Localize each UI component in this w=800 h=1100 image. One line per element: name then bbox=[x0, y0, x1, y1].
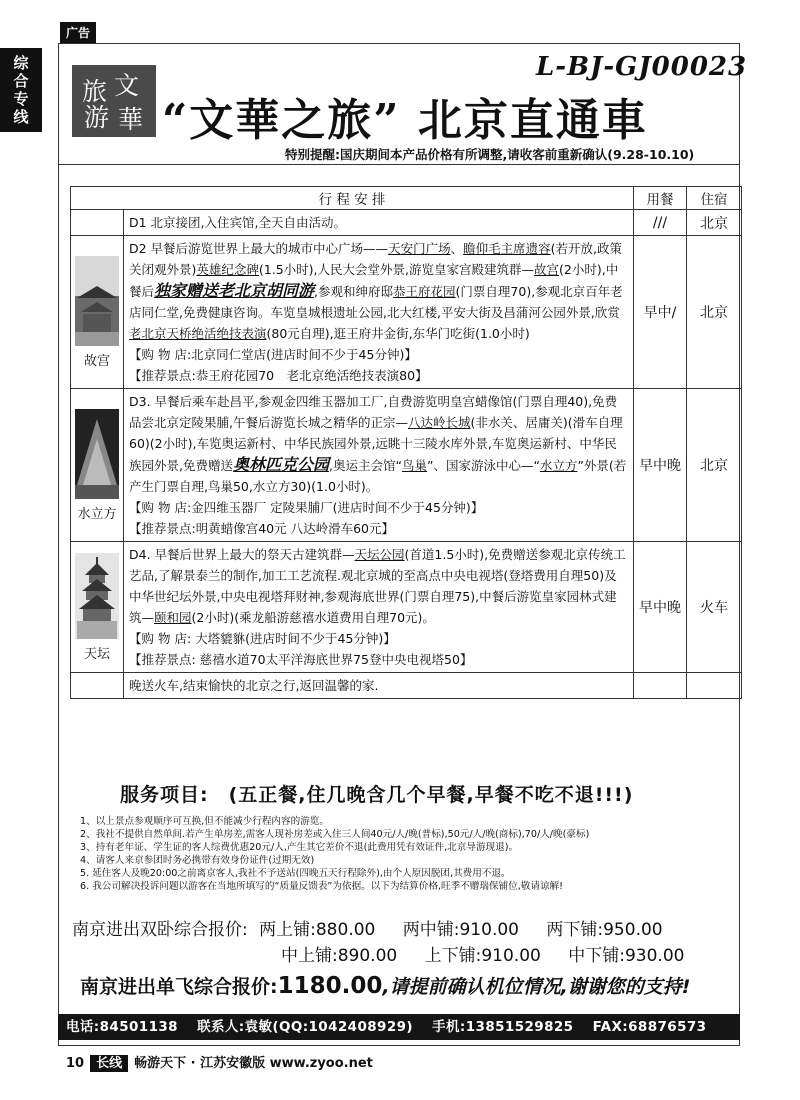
note-item: 5. 延住客人及晚20:00之前离京客人,我社不予送站(四晚五天行程除外),由个人原因脱团,其费用不退。 bbox=[80, 868, 511, 879]
logo-char: 旅 bbox=[82, 77, 108, 106]
day4-photo-caption: 天坛 bbox=[83, 646, 110, 662]
day2-text-part: (1.5小时),人民大会堂外景,游览皇家宫殿建筑群— bbox=[258, 262, 534, 277]
day2-attraction: 老北京天桥绝活绝技表演 bbox=[129, 326, 267, 341]
day3-attraction: 八达岭长城 bbox=[407, 415, 471, 430]
day3-text-part: ,奥运主会馆“ bbox=[329, 458, 402, 473]
day4-attraction: 颐和园 bbox=[154, 610, 192, 625]
day2-text-part: (2小时),中餐后 bbox=[129, 262, 619, 299]
meals-header: 用餐 bbox=[634, 187, 687, 210]
day2-text bbox=[124, 236, 634, 389]
route-code: L-BJ-GJ00023 bbox=[536, 52, 748, 82]
day4-photo bbox=[71, 542, 124, 673]
day2-text-part: (80元自理),逛王府井金街,东华门吃街(1.0小时) bbox=[266, 326, 530, 341]
page-title: “文華之旅” 北京直通車 bbox=[162, 95, 648, 146]
mobile-label: 手机: bbox=[432, 1019, 466, 1035]
mobile-number: 13851529825 bbox=[465, 1019, 574, 1035]
service-items: 服务项目: (五正餐,住几晚含几个早餐,早餐不吃不退!!!) bbox=[120, 784, 634, 806]
day3-meals: 早中晚 bbox=[634, 389, 687, 542]
day1-meals: /// bbox=[634, 210, 687, 236]
day1-lodging: 北京 bbox=[687, 210, 742, 236]
section-tab-char: 线 bbox=[13, 108, 29, 126]
day3-text bbox=[124, 389, 634, 542]
day3-attraction: 鸟巢 bbox=[401, 458, 427, 473]
lodging-header: 住宿 bbox=[687, 187, 742, 210]
day3-text-part: ”、国家游泳中心—“ bbox=[426, 458, 540, 473]
day2-recommended: 【推荐景点:恭王府花园70 老北京绝活绝技表演80】 bbox=[129, 368, 428, 383]
schedule-header: 行 程 安 排 bbox=[71, 187, 634, 210]
flight-price: 1180.00 bbox=[277, 973, 383, 999]
price-item: 两中铺:910.00 bbox=[402, 920, 519, 940]
day3-highlight: 奥林匹克公园 bbox=[232, 455, 329, 474]
price-item: 中上铺:890.00 bbox=[281, 946, 398, 966]
phone-label: 电话: bbox=[66, 1019, 100, 1035]
table-row bbox=[71, 673, 742, 699]
day2-lodging: 北京 bbox=[687, 236, 742, 389]
day3-photo-caption: 水立方 bbox=[77, 506, 117, 522]
day2-attraction: 恭王府花园 bbox=[393, 284, 456, 299]
day4-meals: 早中晚 bbox=[634, 542, 687, 673]
day2-text-part: D2 早餐后游览世界上最大的城市中心广场—— bbox=[129, 241, 389, 256]
day2-attraction: 英雄纪念碑 bbox=[196, 262, 259, 277]
section-badge: 长线 bbox=[90, 1055, 128, 1072]
train-pricing bbox=[72, 917, 684, 969]
ad-tag: 广告 bbox=[60, 22, 96, 43]
day3-shopping: 【购 物 店:金四维玉器厂 定陵果脯厂(进店时间不少于45分钟)】 bbox=[129, 500, 484, 515]
day3-lodging: 北京 bbox=[687, 389, 742, 542]
day2-attraction: 故宫 bbox=[534, 262, 560, 277]
price-item: 两上铺:880.00 bbox=[259, 920, 376, 940]
flight-price-label: 南京进出单飞综合报价: bbox=[80, 976, 278, 998]
table-row bbox=[71, 210, 742, 236]
day2-attraction: 天安门广场 bbox=[388, 241, 451, 256]
note-item: 4、请客人来京参团时务必携带有效身份证件(过期无效) bbox=[80, 855, 315, 866]
section-tab bbox=[0, 48, 42, 132]
day2-text-part: (门票自理70),参观北京百年老店同仁堂,免费健康咨询。车览皇城根遗址公园,北大红楼,平安大街及昌蒲河公园外景,欣赏 bbox=[129, 284, 623, 320]
fax-number: 68876573 bbox=[628, 1019, 707, 1035]
day4-recommended: 【推荐景点: 慈禧水道70太平洋海底世界75登中央电视塔50】 bbox=[129, 652, 473, 667]
day2-photo-caption: 故宫 bbox=[83, 353, 110, 369]
page-number: 10 bbox=[66, 1056, 85, 1071]
publication-name: 畅游天下 · 江苏安徽版 www.zyoo.net bbox=[134, 1056, 373, 1071]
table-header-row bbox=[71, 187, 742, 210]
section-tab-char: 专 bbox=[13, 90, 29, 108]
price-item: 上下铺:910.00 bbox=[424, 946, 541, 966]
price-item: 中下铺:930.00 bbox=[568, 946, 685, 966]
day2-text-part: (若开放,政策关闭观外景) bbox=[129, 241, 622, 277]
day4-text-part: (首道1.5小时),免费赠送参观北京传统工艺品,了解景泰兰的制作,加工工艺流程.观北京城的至高点中央电视塔(登塔费用自理50)及中华世纪坛外景,中央电视塔拜财神,参观海底世界(门票自理75),中餐后游览皇家园林式建筑— bbox=[129, 547, 626, 625]
terms-notes bbox=[80, 815, 589, 893]
day3-photo bbox=[71, 389, 124, 542]
brand-logo bbox=[72, 65, 156, 137]
day2-meals: 早中/ bbox=[634, 236, 687, 389]
day2-shopping: 【购 物 店:北京同仁堂店(进店时间不少于45分钟)】 bbox=[129, 347, 417, 362]
note-item: 6. 我公司解决投诉问题以游客在当地所填写的“质量反馈表”为依据。以下为结算价格,旺季不赠瑞保铺位,敬请谅解! bbox=[80, 881, 563, 892]
page-footer bbox=[66, 1052, 373, 1071]
note-item: 3、持有老年证、学生证的客人综费优惠20元/人,产生其它差价不退(此费用凭有效证件,北京导游现退)。 bbox=[80, 842, 519, 853]
day3-text-part: D3. 早餐后乘车赴昌平,参观金四维玉器加工厂,自费游览明皇宫蜡像馆(门票自理40),免费品尝北京定陵果脯,午餐后游览长城之精华的正宗— bbox=[129, 394, 618, 430]
note-item: 2、我社不提供自然单间.若产生单房差,需客人现补房差或入住三人间40元/人/晚(普标),50元/人/晚(商标),70/人/晚(豪标) bbox=[80, 829, 590, 840]
day3-recommended: 【推荐景点:明黄蜡像宫40元 八达岭滑车60元】 bbox=[129, 521, 394, 536]
train-price-label: 南京进出双卧综合报价: bbox=[72, 920, 248, 940]
contact-person-label: 联系人: bbox=[197, 1019, 245, 1035]
price-notice: 特别提醒:国庆期间本产品价格有所调整,请收客前重新确认(9.28-10.10) bbox=[285, 147, 695, 162]
day2-photo bbox=[71, 236, 124, 389]
end-text: 晚送火车,结束愉快的北京之行,返回温馨的家. bbox=[124, 673, 634, 699]
day2-attraction: 瞻仰毛主席遗容 bbox=[463, 241, 551, 256]
day1-text: D1 北京接团,入住宾馆,全天自由活动。 bbox=[124, 210, 634, 236]
section-tab-char: 综 bbox=[13, 54, 29, 72]
itinerary-table bbox=[70, 186, 742, 699]
price-item: 两下铺:950.00 bbox=[546, 920, 663, 940]
day3-text-part: (非水关、居庸关)(滑车自理60)(2小时),车览奥运新村、中华民族园外景,远眺十三陵水库外景,车览奥运新村、中华民族园外景,免费赠送 bbox=[129, 415, 623, 473]
logo-char: 華 bbox=[118, 105, 144, 134]
logo-char: 游 bbox=[84, 103, 110, 132]
day4-text bbox=[124, 542, 634, 673]
contact-person: 袁敏(QQ:1042408929) bbox=[244, 1019, 414, 1035]
table-row bbox=[71, 236, 742, 389]
day2-text-part: 、 bbox=[450, 241, 464, 256]
day4-text-part: (2小时)(乘龙船游慈禧水道费用自理70元)。 bbox=[191, 610, 435, 625]
day2-text-part: ,参观和绅府邸 bbox=[314, 284, 394, 299]
day3-attraction: 水立方 bbox=[539, 458, 578, 473]
note-item: 1、以上景点参观顺序可互换,但不能减少行程内容的游览。 bbox=[80, 816, 329, 827]
phone-number: 84501138 bbox=[99, 1019, 178, 1035]
temple-of-heaven-photo bbox=[75, 553, 119, 639]
forbidden-city-photo bbox=[75, 256, 119, 346]
flight-pricing bbox=[80, 972, 690, 999]
flight-note: ,请提前确认机位情况,谢谢您的支持! bbox=[382, 976, 691, 998]
table-row bbox=[71, 389, 742, 542]
day4-attraction: 天坛公园 bbox=[354, 547, 405, 562]
day4-shopping: 【购 物 店: 大塔貔貅(进店时间不少于45分钟)】 bbox=[129, 631, 396, 646]
logo-char: 文 bbox=[114, 71, 140, 100]
fax-label: FAX: bbox=[592, 1019, 629, 1035]
divider bbox=[58, 164, 740, 165]
day3-text-part: ”外景(若产生门票自理,鸟巢50,水立方30)(1.0小时)。 bbox=[129, 458, 627, 494]
day2-highlight: 独家赠送老北京胡同游 bbox=[154, 281, 315, 300]
water-cube-photo bbox=[75, 409, 119, 499]
day4-text-part: D4. 早餐后世界上最大的祭天古建筑群— bbox=[129, 547, 355, 562]
section-tab-char: 合 bbox=[13, 72, 29, 90]
table-row bbox=[71, 542, 742, 673]
contact-bar bbox=[58, 1014, 740, 1040]
day4-lodging: 火车 bbox=[687, 542, 742, 673]
